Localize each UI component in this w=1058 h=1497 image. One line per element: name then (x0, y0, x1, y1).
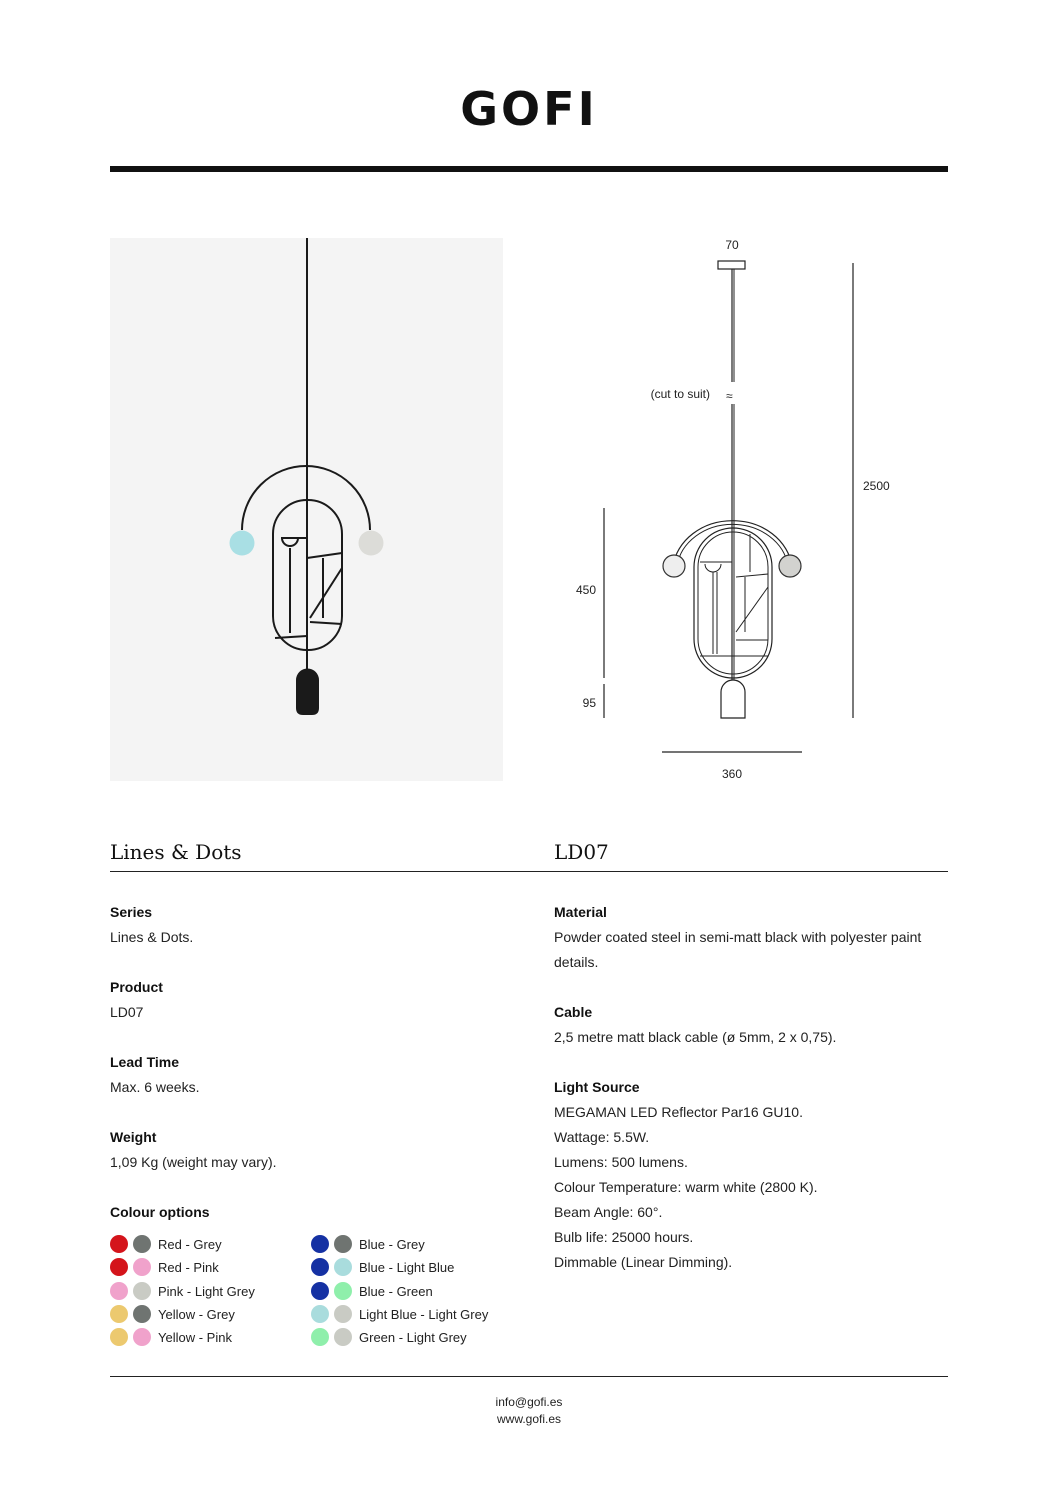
product-photo (110, 238, 503, 781)
swatch-dot (334, 1258, 352, 1276)
swatch-dot (110, 1305, 128, 1323)
spec-value: Lines & Dots. (110, 929, 194, 945)
swatch-dot (110, 1258, 128, 1276)
swatch-dot (110, 1328, 128, 1346)
colour-option (110, 1304, 235, 1324)
spec-value: 1,09 Kg (weight may vary). (110, 1154, 277, 1170)
colour-option-label: Blue - Green (359, 1283, 433, 1299)
swatch-dot (311, 1328, 329, 1346)
colour-options-label: Colour options (110, 1204, 210, 1220)
swatch-dot (311, 1305, 329, 1323)
colour-option-label: Yellow - Pink (158, 1329, 232, 1345)
swatch-dot (334, 1235, 352, 1253)
colour-option (110, 1234, 222, 1254)
specs-right (554, 900, 949, 1275)
colour-option-label: Red - Pink (158, 1259, 219, 1275)
spec-weight (110, 1125, 505, 1175)
swatch-dot (334, 1328, 352, 1346)
footer-email[interactable]: info@gofi.es (495, 1395, 563, 1409)
colour-option-label: Light Blue - Light Grey (359, 1306, 489, 1322)
spec-value: LD07 (110, 1004, 144, 1020)
product-title: Lines & Dots (110, 840, 242, 864)
spec-label: Weight (110, 1129, 157, 1145)
spec-series (110, 900, 505, 950)
colour-option (110, 1281, 255, 1301)
colour-option (311, 1304, 488, 1324)
spec-value: Beam Angle: 60°. (554, 1204, 663, 1220)
spec-material (554, 900, 949, 975)
swatch-dot (133, 1235, 151, 1253)
colour-option-label: Blue - Grey (359, 1236, 425, 1252)
dim-top-width: 70 (725, 238, 739, 252)
header-rule (110, 166, 948, 172)
colour-option-label: Red - Grey (158, 1236, 222, 1252)
technical-drawing (540, 232, 920, 797)
break-symbol: ≈ (726, 389, 733, 403)
swatch-dot (110, 1282, 128, 1300)
colour-option (311, 1327, 467, 1347)
spec-value: Powder coated steel in semi-matt black with polyester paint (554, 929, 922, 945)
spec-cable (554, 1000, 949, 1050)
footer (0, 1394, 1058, 1428)
spec-label: Material (554, 904, 607, 920)
spec-value: Colour Temperature: warm white (2800 K). (554, 1179, 818, 1195)
swatch-dot (311, 1235, 329, 1253)
colour-option-label: Blue - Light Blue (359, 1259, 455, 1275)
spec-value: Bulb life: 25000 hours. (554, 1229, 694, 1245)
swatch-dot (133, 1258, 151, 1276)
swatch-dot (133, 1305, 151, 1323)
colour-option (110, 1327, 232, 1347)
dim-body-height: 450 (575, 583, 596, 597)
swatch-dot (311, 1282, 329, 1300)
spec-label: Cable (554, 1004, 593, 1020)
spec-value: details. (554, 954, 599, 970)
spec-value: Max. 6 weeks. (110, 1079, 200, 1095)
left-dot (230, 531, 255, 556)
socket-housing (296, 669, 319, 716)
drawing-right-dot (779, 555, 801, 577)
spec-label: Product (110, 979, 163, 995)
spec-value: Wattage: 5.5W. (554, 1129, 650, 1145)
colour-option (311, 1234, 425, 1254)
spec-label: Series (110, 904, 153, 920)
spec-value: 2,5 metre matt black cable (ø 5mm, 2 x 0,75). (554, 1029, 837, 1045)
title-rule (110, 871, 948, 872)
colour-option (311, 1257, 454, 1277)
cut-note: (cut to suit) (650, 387, 710, 401)
spec-label: Light Source (554, 1079, 640, 1095)
spec-value: Dimmable (Linear Dimming). (554, 1254, 733, 1270)
spec-value: MEGAMAN LED Reflector Par16 GU10. (554, 1104, 803, 1120)
dim-width: 360 (721, 767, 743, 781)
drawing-left-dot (663, 555, 685, 577)
lamp-illustration (110, 238, 503, 781)
swatch-dot (311, 1258, 329, 1276)
dim-total-height: 2500 (863, 479, 890, 493)
spec-light-source (554, 1075, 949, 1275)
brand-logo: GOFI (460, 82, 598, 136)
spec-lead-time (110, 1050, 505, 1100)
swatch-dot (110, 1235, 128, 1253)
spec-label: Lead Time (110, 1054, 179, 1070)
footer-website[interactable]: www.gofi.es (496, 1412, 562, 1426)
swatch-dot (334, 1305, 352, 1323)
product-code: LD07 (554, 840, 609, 864)
colour-option (311, 1281, 433, 1301)
drawing-socket (721, 680, 745, 718)
colour-option-label: Pink - Light Grey (158, 1283, 255, 1299)
colour-option-label: Green - Light Grey (359, 1329, 467, 1345)
ceiling-canopy (718, 261, 745, 269)
spec-product (110, 975, 505, 1025)
swatch-dot (133, 1282, 151, 1300)
spec-value: Lumens: 500 lumens. (554, 1154, 688, 1170)
dim-socket-height: 95 (582, 696, 596, 710)
swatch-dot (133, 1328, 151, 1346)
footer-rule (110, 1376, 948, 1377)
colour-option-label: Yellow - Grey (158, 1306, 235, 1322)
specs-left (110, 900, 505, 1225)
right-dot (359, 531, 384, 556)
swatch-dot (334, 1282, 352, 1300)
colour-option (110, 1257, 219, 1277)
